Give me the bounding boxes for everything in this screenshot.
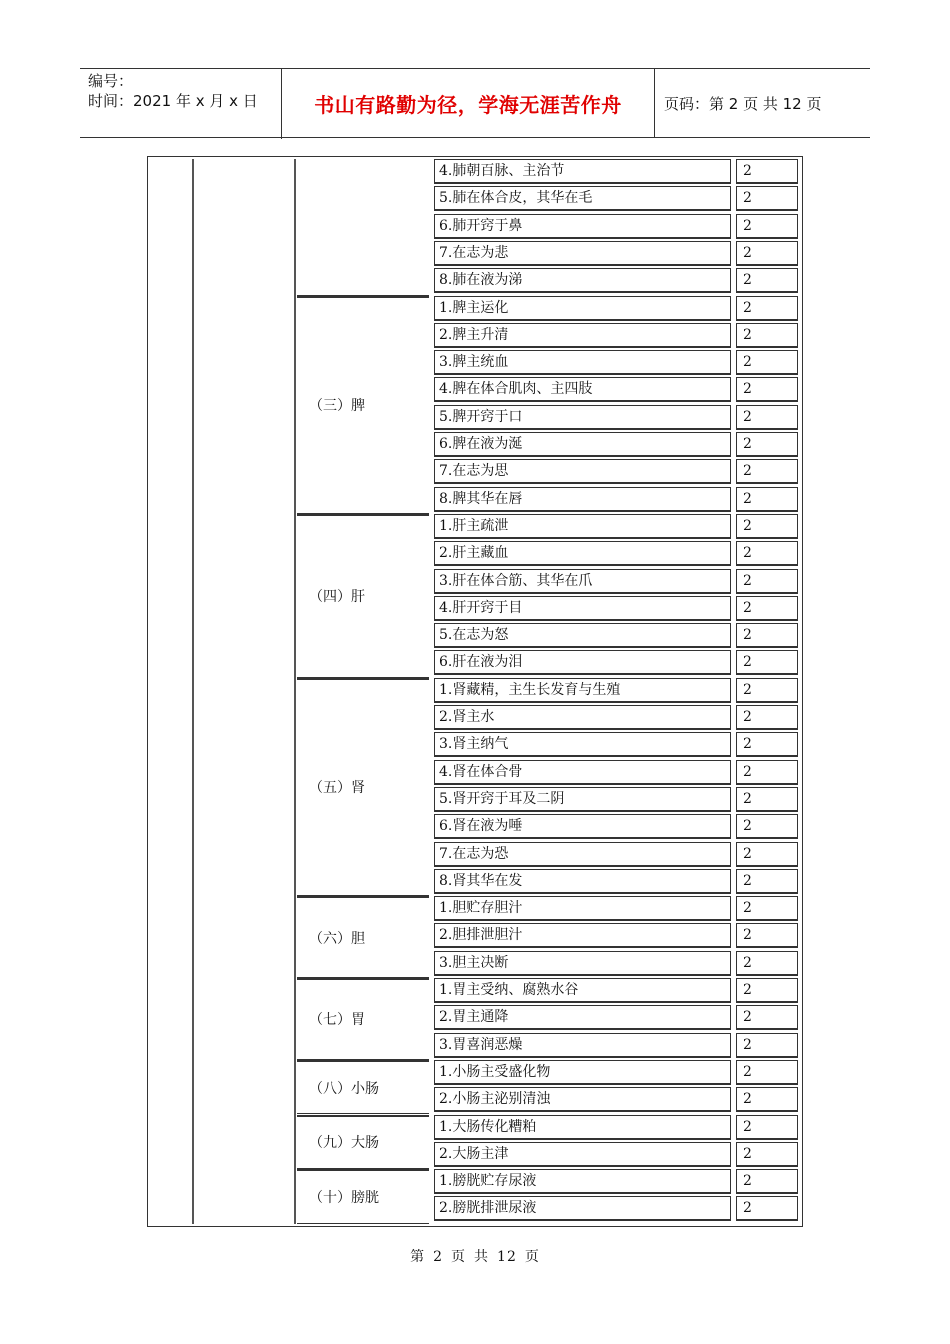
- table-row: [434, 1087, 800, 1114]
- item-text: 1.脾主运化: [434, 296, 731, 321]
- item-text: 3.胃喜润恶燥: [434, 1033, 731, 1058]
- column-divider: [192, 159, 194, 1224]
- item-text: 3.脾主统血: [434, 350, 731, 375]
- item-value: 2: [736, 650, 798, 675]
- table-row: [434, 923, 800, 950]
- item-text: 2.小肠主泌别清浊: [434, 1087, 731, 1112]
- item-text: 1.胆贮存胆汁: [434, 896, 731, 921]
- item-text: 4.肾在体合骨: [434, 760, 731, 785]
- item-text: 4.肺朝百脉、主治节: [434, 159, 731, 184]
- item-value: 2: [736, 487, 798, 512]
- item-value: 2: [736, 1196, 798, 1221]
- item-text: 6.肺开窍于鼻: [434, 214, 731, 239]
- item-text: 1.膀胱贮存尿液: [434, 1169, 731, 1194]
- item-value: 2: [736, 1005, 798, 1030]
- footer-mid: 页: [451, 1249, 467, 1265]
- table-row: [434, 432, 800, 459]
- item-value: 2: [736, 350, 798, 375]
- item-value: 2: [736, 951, 798, 976]
- table-row: [434, 1142, 800, 1169]
- table-row: [434, 1196, 800, 1223]
- table-row: [434, 405, 800, 432]
- item-value: 2: [736, 978, 798, 1003]
- footer-total-label: 共: [474, 1249, 490, 1265]
- table-row: [434, 268, 800, 295]
- item-value: 2: [736, 814, 798, 839]
- item-text: 8.肺在液为涕: [434, 268, 731, 293]
- item-value: 2: [736, 842, 798, 867]
- item-text: 1.胃主受纳、腐熟水谷: [434, 978, 731, 1003]
- item-text: 5.脾开窍于口: [434, 405, 731, 430]
- item-value: 2: [736, 569, 798, 594]
- item-text: 2.胃主通降: [434, 1005, 731, 1030]
- table-row: [434, 678, 800, 705]
- item-value: 2: [736, 1169, 798, 1194]
- table-row: [434, 842, 800, 869]
- item-text: 3.肝在体合筋、其华在爪: [434, 569, 731, 594]
- group-label: （十）膀胱: [297, 1169, 429, 1224]
- item-value: 2: [736, 459, 798, 484]
- item-value: 2: [736, 432, 798, 457]
- item-text: 5.在志为怒: [434, 623, 731, 648]
- table-row: [434, 814, 800, 841]
- item-value: 2: [736, 377, 798, 402]
- item-value: 2: [736, 760, 798, 785]
- item-value: 2: [736, 1115, 798, 1140]
- table-row: [434, 159, 800, 186]
- table-row: [434, 241, 800, 268]
- table-row: [434, 869, 800, 896]
- item-value: 2: [736, 405, 798, 430]
- item-text: 8.肾其华在发: [434, 869, 731, 894]
- item-value: 2: [736, 705, 798, 730]
- table-row: [434, 1115, 800, 1142]
- item-text: 6.肾在液为唾: [434, 814, 731, 839]
- item-text: 7.在志为恐: [434, 842, 731, 867]
- item-value: 2: [736, 623, 798, 648]
- group-label: （六）胆: [297, 896, 429, 978]
- number-label: 编号：: [88, 72, 134, 90]
- table-row: [434, 760, 800, 787]
- footer-page: 2: [433, 1249, 444, 1265]
- item-value: 2: [736, 541, 798, 566]
- group-label: （三）脾: [297, 296, 429, 514]
- item-value: 2: [736, 732, 798, 757]
- item-text: 1.大肠传化糟粕: [434, 1115, 731, 1140]
- item-text: 1.肾藏精，主生长发育与生殖: [434, 678, 731, 703]
- table-row: [434, 623, 800, 650]
- table-row: [434, 596, 800, 623]
- item-value: 2: [736, 1142, 798, 1167]
- table-row: [434, 1060, 800, 1087]
- group-label: （九）大肠: [297, 1115, 429, 1170]
- group-label: （五）肾: [297, 678, 429, 896]
- item-text: 2.肾主水: [434, 705, 731, 730]
- table-row: [434, 951, 800, 978]
- footer-total: 12: [497, 1249, 517, 1265]
- item-text: 8.脾其华在唇: [434, 487, 731, 512]
- item-text: 3.胆主决断: [434, 951, 731, 976]
- table-row: [434, 1169, 800, 1196]
- item-text: 4.肝开窍于目: [434, 596, 731, 621]
- group-label: （四）肝: [297, 514, 429, 678]
- table-row: [434, 705, 800, 732]
- motto: 书山有路勤为径，学海无涯苦作舟: [282, 69, 655, 137]
- table-row: [434, 214, 800, 241]
- item-value: 2: [736, 678, 798, 703]
- item-text: 2.大肠主津: [434, 1142, 731, 1167]
- table-row: [434, 350, 800, 377]
- item-value: 2: [736, 923, 798, 948]
- table-body: [150, 159, 800, 1224]
- item-value: 2: [736, 596, 798, 621]
- item-value: 2: [736, 1033, 798, 1058]
- item-text: 2.胆排泄胆汁: [434, 923, 731, 948]
- table-row: [434, 296, 800, 323]
- table-row: [434, 514, 800, 541]
- group-label: （七）胃: [297, 978, 429, 1060]
- table-row: [434, 569, 800, 596]
- table-row: [434, 978, 800, 1005]
- item-value: 2: [736, 159, 798, 184]
- table-row: [434, 377, 800, 404]
- table-row: [434, 787, 800, 814]
- item-text: 1.小肠主受盛化物: [434, 1060, 731, 1085]
- table-row: [434, 541, 800, 568]
- table-row: [434, 1033, 800, 1060]
- item-text: 2.肝主藏血: [434, 541, 731, 566]
- item-text: 6.肝在液为泪: [434, 650, 731, 675]
- table-row: [434, 732, 800, 759]
- page-header: [80, 68, 870, 138]
- item-value: 2: [736, 514, 798, 539]
- item-text: 3.肾主纳气: [434, 732, 731, 757]
- item-value: 2: [736, 186, 798, 211]
- table-row: [434, 459, 800, 486]
- footer-first: 第: [410, 1249, 426, 1265]
- group-label: [297, 159, 429, 296]
- column-divider: [294, 159, 296, 1224]
- item-value: 2: [736, 296, 798, 321]
- item-value: 2: [736, 268, 798, 293]
- item-text: 5.肺在体合皮，其华在毛: [434, 186, 731, 211]
- table-row: [434, 896, 800, 923]
- header-meta: [80, 69, 282, 139]
- item-text: 4.脾在体合肌肉、主四肢: [434, 377, 731, 402]
- table-row: [434, 186, 800, 213]
- item-value: 2: [736, 869, 798, 894]
- item-text: 5.肾开窍于耳及二阴: [434, 787, 731, 812]
- page-footer: [0, 1246, 950, 1266]
- item-value: 2: [736, 896, 798, 921]
- table-row: [434, 1005, 800, 1032]
- table-row: [434, 323, 800, 350]
- content-table: [147, 156, 803, 1227]
- item-text: 7.在志为悲: [434, 241, 731, 266]
- item-value: 2: [736, 787, 798, 812]
- item-text: 2.脾主升清: [434, 323, 731, 348]
- table-row: [434, 650, 800, 677]
- item-value: 2: [736, 214, 798, 239]
- item-value: 2: [736, 1060, 798, 1085]
- item-text: 7.在志为思: [434, 459, 731, 484]
- item-value: 2: [736, 241, 798, 266]
- item-text: 1.肝主疏泄: [434, 514, 731, 539]
- date-text: 时间：2021 年 x 月 x 日: [88, 92, 258, 110]
- group-label: （八）小肠: [297, 1060, 429, 1115]
- page-info: 页码：第 2 页 共 12 页: [664, 94, 822, 113]
- item-value: 2: [736, 1087, 798, 1112]
- table-row: [434, 487, 800, 514]
- item-value: 2: [736, 323, 798, 348]
- item-text: 6.脾在液为涎: [434, 432, 731, 457]
- item-text: 2.膀胱排泄尿液: [434, 1196, 731, 1221]
- footer-last: 页: [524, 1249, 540, 1265]
